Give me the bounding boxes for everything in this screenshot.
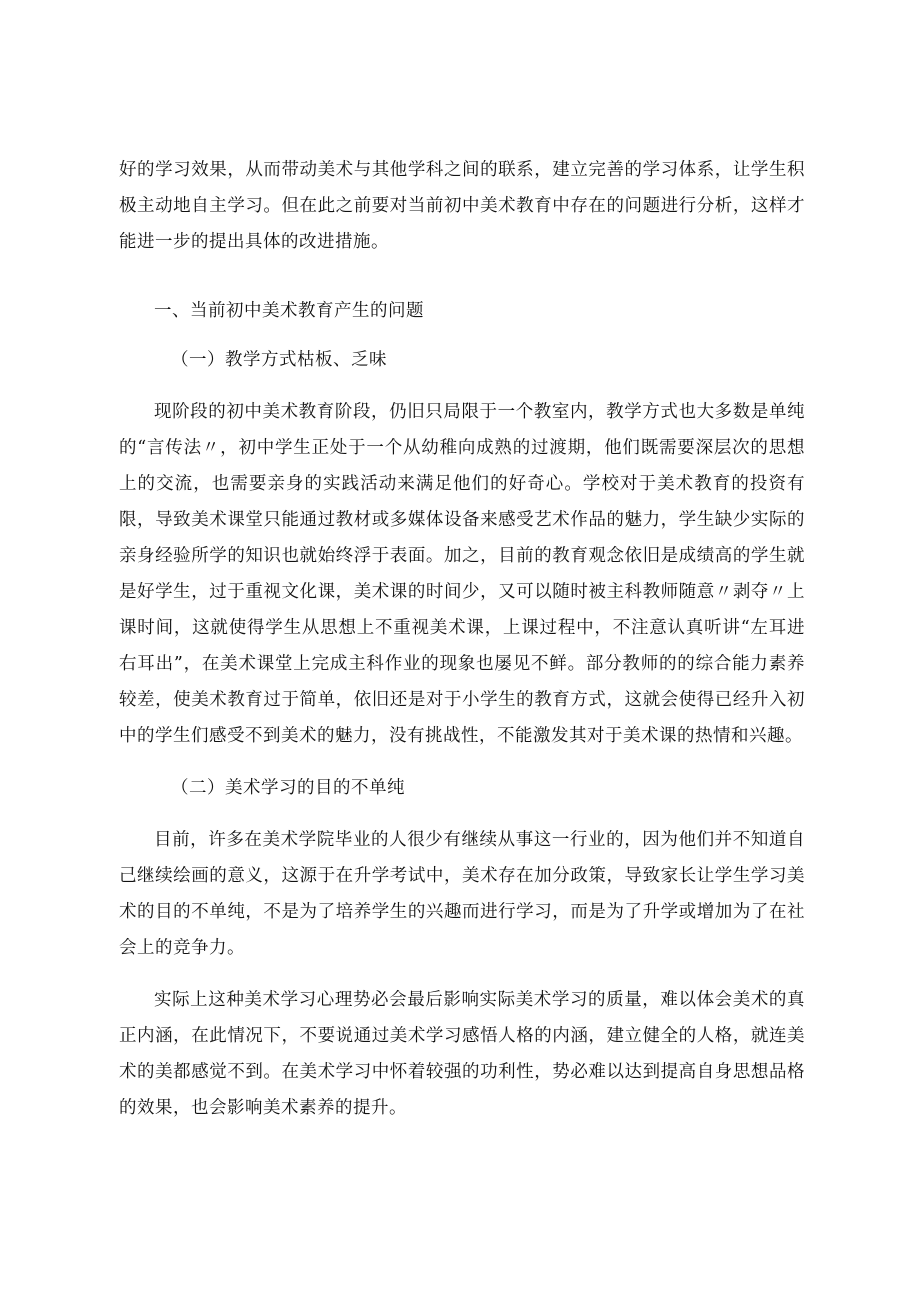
subsection-heading-2: （二）美术学习的目的不单纯 [171,778,405,798]
section-heading-1: 一、当前初中美术教育产生的问题 [154,301,424,321]
subsection-2-paragraph-1: 目前，许多在美术学院毕业的人很少有继续从事这一行业的，因为他们并不知道自己继续绘画的意义，这源于在升学考试中，美术存在加分政策，导致家长让学生学习美术的目的不单纯，不是为了培养学生的兴趣而进行学习，而是为了升学或增加为了在社会上的竞争力。 [119,830,805,958]
subsection-2-paragraph-2: 实际上这种美术学习心理势必会最后影响实际美术学习的质量，难以体会美术的真正内涵，在此情况下，不要说通过美术学习感悟人格的内涵，建立健全的人格，就连美术的美都感觉不到。在美术学习中怀着较强的功利性，势必难以达到提高自身思想品格的效果，也会影响美术素养的提升。 [119,990,805,1118]
subsection-heading-1: （一）教学方式枯板、乏味 [171,350,387,370]
subsection-1-paragraph: 现阶段的初中美术教育阶段，仍旧只局限于一个教室内，教学方式也大多数是单纯的“言传法〃，初中学生正处于一个从幼稚向成熟的过渡期，他们既需要深层次的思想上的交流，也需要亲身的实践活动来满足他们的好奇心。学校对于美术教育的投资有限，导致美术课堂只能通过教材或多媒体设备来感受艺术作品的魅力，学生缺少实际的亲身经验所学的知识也就始终浮于表面。加之，目前的教育观念依旧是成绩高的学生就是好学生，过于重视文化课，美术课的时间少，又可以随时被主科教师随意〃剥夺〃上课时间，这就使得学生从思想上不重视美术课，上课过程中，不注意认真听讲“左耳进右耳出”，在美术课堂上完成主科作业的现象也屡见不鲜。部分教师的的综合能力素养较差，使美术教育过于简单，依旧还是对于小学生的教育方式，这就会使得已经升入初中的学生们感受不到美术的魅力，没有挑战性，不能激发其对于美术课的热情和兴趣。 [119,402,805,746]
intro-paragraph: 好的学习效果，从而带动美术与其他学科之间的联系，建立完善的学习体系，让学生积极主动地自主学习。但在此之前要对当前初中美术教育中存在的问题进行分析，这样才能进一步的提出具体的改进措施。 [119,160,805,252]
document-body [119,152,805,1126]
